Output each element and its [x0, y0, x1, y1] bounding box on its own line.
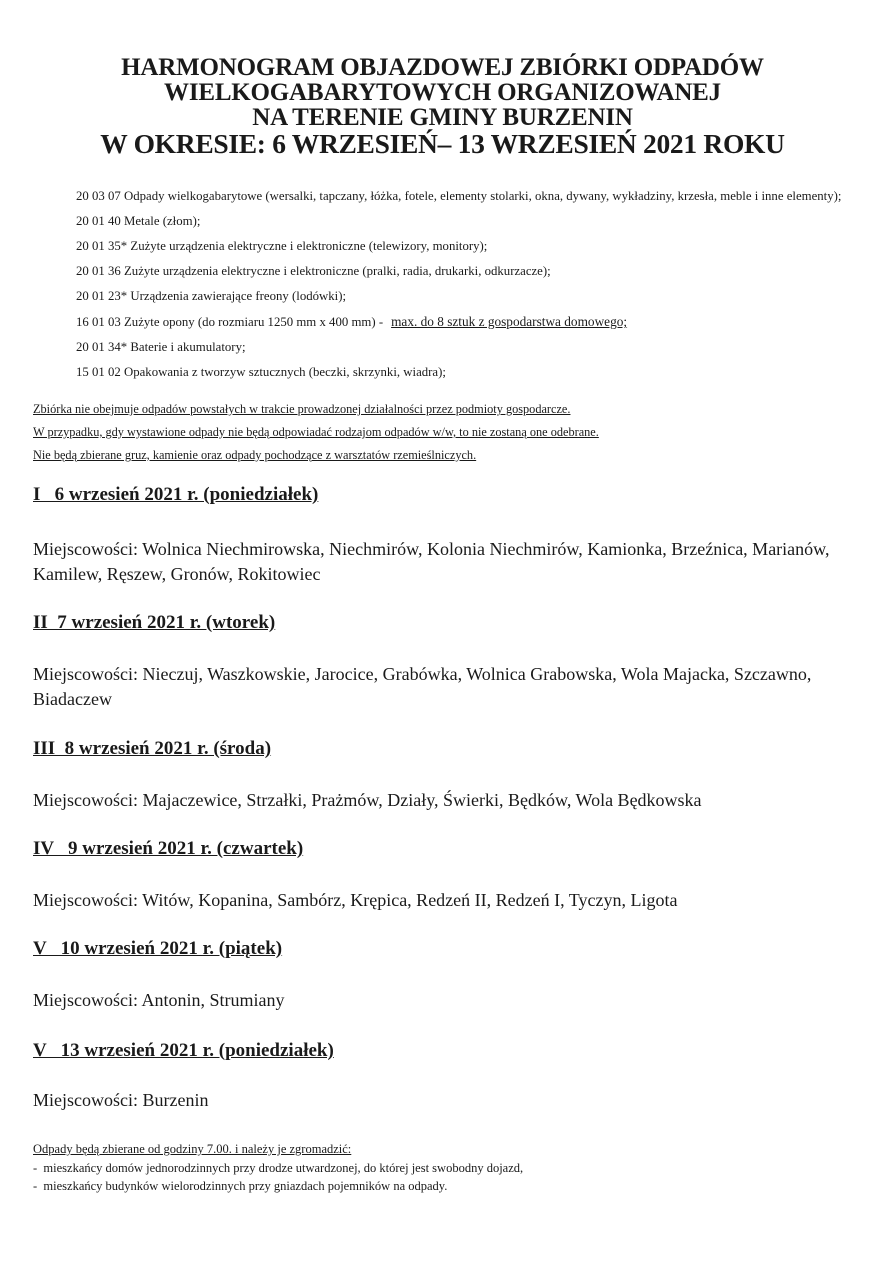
instructions-intro: Odpady będą zbierane od godziny 7.00. i należy je zgromadzić:	[33, 1142, 352, 1156]
instruction-item: - mieszkańcy budynków wielorodzinnych przy gniazdach pojemników na odpady.	[33, 1179, 448, 1193]
waste-item: 15 01 02 Opakowania z tworzyw sztucznych (beczki, skrzynki, wiadra);	[76, 365, 446, 379]
waste-item: 20 01 34* Baterie i akumulatory;	[76, 340, 246, 354]
schedule-day-heading: V 13 wrzesień 2021 r. (poniedziałek)	[33, 1040, 334, 1061]
document-title	[0, 55, 885, 158]
note: W przypadku, gdy wystawione odpady nie będą odpowiadać rodzajom odpadów w/w, to nie zostaną one odebrane.	[33, 425, 599, 439]
title-line-3: NA TERENIE GMINY BURZENIN	[252, 104, 633, 131]
note: Zbiórka nie obejmuje odpadów powstałych w trakcie prowadzonej działalności przez podmioty gospodarcze.	[33, 402, 571, 416]
waste-item: 20 01 23* Urządzenia zawierające freony (lodówki);	[76, 289, 347, 303]
title-line-4: W OKRESIE: 6 WRZESIEŃ– 13 WRZESIEŃ 2021 ROKU	[100, 128, 785, 159]
schedule-day-places: Miejscowości: Nieczuj, Waszkowskie, Jarocice, Grabówka, Wolnica Grabowska, Wola Majacka, Szczawno, Biadaczew	[33, 664, 812, 709]
tyre-limit-note: max. do 8 sztuk z gospodarstwa domowego;	[391, 314, 628, 329]
schedule-day-places: Miejscowości: Wolnica Niechmirowska, Niechmirów, Kolonia Niechmirów, Kamionka, Brzeźnica, Marianów, Kamilew, Ręszew, Gronów, Rokitowiec	[33, 539, 830, 584]
waste-item-text: 16 01 03 Zużyte opony (do rozmiaru 1250 mm x 400 mm) -	[76, 315, 384, 329]
instruction-item: - mieszkańcy domów jednorodzinnych przy drodze utwardzonej, do której jest swobodny dojazd,	[33, 1161, 524, 1175]
waste-item: 20 01 35* Zużyte urządzenia elektryczne i elektroniczne (telewizory, monitory);	[76, 239, 488, 253]
schedule-day-heading: II 7 wrzesień 2021 r. (wtorek)	[33, 612, 276, 633]
title-line-1: HARMONOGRAM OBJAZDOWEJ ZBIÓRKI ODPADÓW	[121, 54, 764, 81]
schedule-day-heading: III 8 wrzesień 2021 r. (środa)	[33, 738, 272, 759]
waste-item: 20 01 36 Zużyte urządzenia elektryczne i elektroniczne (pralki, radia, drukarki, odkurzacze);	[76, 264, 551, 278]
schedule-day-heading: IV 9 wrzesień 2021 r. (czwartek)	[33, 838, 304, 859]
schedule-day-places: Miejscowości: Witów, Kopanina, Sambórz, Krępica, Redzeń II, Redzeń I, Tyczyn, Ligota	[33, 890, 678, 910]
schedule-day-heading: I 6 wrzesień 2021 r. (poniedziałek)	[33, 484, 319, 505]
waste-item: 20 01 40 Metale (złom);	[76, 214, 201, 228]
schedule-day-heading: V 10 wrzesień 2021 r. (piątek)	[33, 938, 283, 959]
schedule-day-places: Miejscowości: Burzenin	[33, 1090, 209, 1110]
note: Nie będą zbierane gruz, kamienie oraz odpady pochodzące z warsztatów rzemieślniczych.	[33, 448, 477, 462]
schedule-day-places: Miejscowości: Antonin, Strumiany	[33, 990, 285, 1010]
waste-item: 20 03 07 Odpady wielkogabarytowe (wersalki, tapczany, łóżka, fotele, elementy stolarki, okna, dywany, wykładziny, krzesła, meble i inne elementy);	[76, 189, 842, 203]
schedule-day-places: Miejscowości: Majaczewice, Strzałki, Prażmów, Działy, Świerki, Będków, Wola Będkowska	[33, 790, 702, 810]
title-line-2: WIELKOGABARYTOWYCH ORGANIZOWANEJ	[164, 79, 721, 106]
waste-item-tyres	[76, 313, 866, 331]
collection-notes	[33, 402, 853, 471]
collection-instructions	[33, 1142, 863, 1195]
waste-type-list	[76, 187, 866, 389]
